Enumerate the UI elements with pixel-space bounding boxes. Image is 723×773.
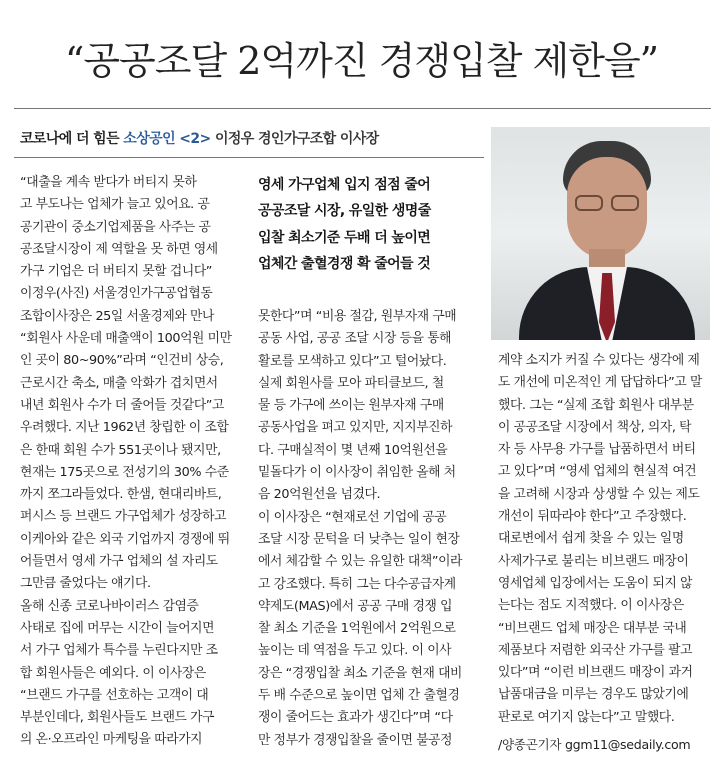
article-line: 영세업체 입장에서는 도움이 되지 않 [498, 575, 693, 591]
article-line: 부분인데다, 회원사들도 브랜드 가구 [20, 710, 215, 726]
article-line: 합 회원사들은 예외다. 이 이사장은 [20, 665, 206, 681]
article-line: “대출을 계속 받다가 버티지 못하 [20, 175, 197, 190]
article-line: “회원사 사운데 매출액이 100억원 미만 [20, 331, 232, 347]
article-line: 이정우(사진) 서울경인가구공업협동 [20, 286, 213, 302]
byline: /양종곤기자 ggm11@sedaily.com [498, 737, 691, 752]
article-line: 서 가구 업체가 특수를 누린다지만 조 [20, 643, 218, 659]
article-line: 했다. 그는 “실제 조합 회원사 대부분 [498, 397, 694, 413]
article-line: “비브랜드 업체 매장은 대부분 국내 [498, 620, 687, 636]
article-line: 밑돌다가 이 이사장이 취임한 올해 처 [258, 465, 456, 481]
article-line: 사태로 집에 머무는 시간이 늘어지면 [20, 620, 215, 636]
subtitle-prefix: 코로나에 더 힘든 [20, 131, 124, 147]
article-line: 납품대금을 미루는 경우도 많았기에 [498, 687, 689, 703]
article-line: 음 20억원선을 넘겼다. [258, 487, 381, 503]
article-line: 우려했다. 지난 1962년 창립한 이 조합 [20, 420, 229, 436]
article-line: 가구 기업은 더 버티지 못할 겁니다” [20, 264, 213, 280]
lead-line: 영세 가구업체 입지 점점 줄어 [258, 177, 431, 193]
article-line: 활로를 모색하고 있다”고 털어놨다. [258, 353, 447, 369]
article-line: 쟁이 줄어드는 효과가 생긴다”며 “다 [258, 710, 453, 726]
article-line: “브랜드 가구를 선호하는 고객이 대 [20, 687, 209, 703]
article-line: 근로시간 축소, 매출 악화가 겹치면서 [20, 375, 218, 391]
article-line: 못한다”며 “비용 절감, 원부자재 구매 [258, 309, 457, 324]
article-line: 조합이사장은 25일 서울경제와 만나 [20, 308, 214, 324]
article-line: 만 정부가 경쟁입찰을 줄이면 불공정 [258, 732, 453, 748]
article-line: 고 강조했다. 특히 그는 다수공급자계 [258, 576, 456, 592]
article-line: 을 고려해 시장과 상생할 수 있는 제도 [498, 486, 700, 502]
article-line: 사제가구로 불리는 비브랜드 매장이 [498, 553, 689, 569]
article-line: 조달 시장 문턱을 더 낮추는 일이 현장 [258, 531, 460, 547]
article-line: 그만큼 줄었다는 얘기다. [20, 576, 151, 592]
article-line: 내년 회원사 수가 더 줄어들 것같다”고 [20, 397, 224, 413]
article-line: 는다는 점도 지적했다. 이 이사장은 [498, 598, 684, 614]
article-line: 자 등 사무용 가구를 납품하면서 버티 [498, 442, 696, 458]
article-line: 공기관이 중소기업제품을 사주는 공 [20, 219, 211, 235]
article-line: 공동사업을 펴고 있지만, 지지부진하 [258, 420, 453, 436]
article-line: 이케아와 같은 외국 기업까지 경쟁에 뛰 [20, 531, 230, 547]
lead-line: 입찰 최소기준 두배 더 높이면 [258, 229, 431, 246]
subtitle [20, 128, 490, 148]
article-line: 의 온·오프라인 마케팅을 따라가지 [20, 732, 203, 748]
lead-summary [258, 172, 486, 277]
article-column-1 [20, 172, 246, 752]
subtitle-divider [14, 157, 484, 158]
article-line: 높이는 데 역점을 두고 있다. 이 이사 [258, 643, 452, 659]
portrait-photo [491, 127, 710, 340]
subtitle-person: 이정우 경인가구조합 이사장 [214, 131, 379, 147]
article-line: 대로변에서 쉽게 찾을 수 있는 일명 [498, 531, 684, 547]
article-line: 장은 “경쟁입찰 최소 기준을 현재 대비 [258, 665, 462, 681]
article-line: 계약 소지가 커질 수 있다는 생각에 제 [498, 353, 700, 368]
article-line: 개선이 뒤따라야 한다”고 주장했다. [498, 509, 687, 525]
article-line: 인 곳이 80~90%”라며 “인건비 상승, [20, 353, 224, 369]
article-line: 올해 신종 코로나바이러스 감염증 [20, 598, 199, 614]
subtitle-keyword: 소상공인 [123, 131, 175, 147]
article-line: 까지 쪼그라들었다. 한샘, 현대리바트, [20, 487, 222, 503]
article-line: 물 등 가구에 쓰이는 원부자재 구매 [258, 398, 444, 414]
subtitle-series: <2> [175, 131, 215, 147]
lead-line: 공공조달 시장, 유일한 생명줄 [258, 203, 431, 220]
article-line: 고 부도나는 업체가 늘고 있어요. 공 [20, 197, 210, 213]
lead-line: 업체간 출혈경쟁 확 줄어들 것 [258, 255, 431, 272]
article-line: 고 있다”며 “영세 업체의 현실적 여건 [498, 464, 697, 480]
article-line: 있다”며 “이런 비브랜드 매장이 과거 [498, 665, 693, 681]
article-line: 실제 회원사를 모아 파티클보드, 철 [258, 375, 444, 391]
article-line: 제품보다 저렴한 외국산 가구를 팔고 [498, 642, 693, 658]
article-line: 약제도(MAS)에서 공공 구매 경쟁 입 [258, 598, 453, 614]
article-line: 퍼시스 등 브랜드 가구업체가 성장하고 [20, 509, 227, 525]
article-line: 이 이사장은 “현재로선 기업에 공공 [258, 509, 447, 525]
article-line: 공조달시장이 제 역할을 못 하면 영세 [20, 241, 218, 257]
article-line: 두 배 수준으로 높이면 업체 간 출혈경 [258, 688, 460, 704]
article-column-3 [498, 350, 710, 729]
article-line: 이 공공조달 시장에서 책상, 의자, 탁 [498, 419, 692, 435]
article-line: 어들면서 영세 가구 업체의 설 자리도 [20, 554, 218, 570]
headline: “공공조달 2억까진 경쟁입찰 제한을” [64, 39, 659, 83]
article-line: 다. 구매실적이 몇 년째 10억원선을 [258, 442, 448, 458]
article-line: 현재는 175곳으로 전성기의 30% 수준 [20, 464, 229, 480]
article-line: 에서 체감할 수 있는 유일한 대책”이라 [258, 554, 462, 570]
article-line: 판로로 여기지 않는다”고 말했다. [498, 709, 675, 725]
headline-divider [14, 108, 711, 109]
article-line: 공동 사업, 공공 조달 시장 등을 통해 [258, 331, 452, 347]
article-line: 은 한때 회원 수가 551곳이나 됐지만, [20, 442, 221, 458]
article-line: 도 개선에 미온적인 게 답답하다”고 말 [498, 375, 702, 391]
article-column-2 [258, 306, 486, 752]
article-line: 찰 최소 기준을 1억원에서 2억원으로 [258, 621, 456, 637]
